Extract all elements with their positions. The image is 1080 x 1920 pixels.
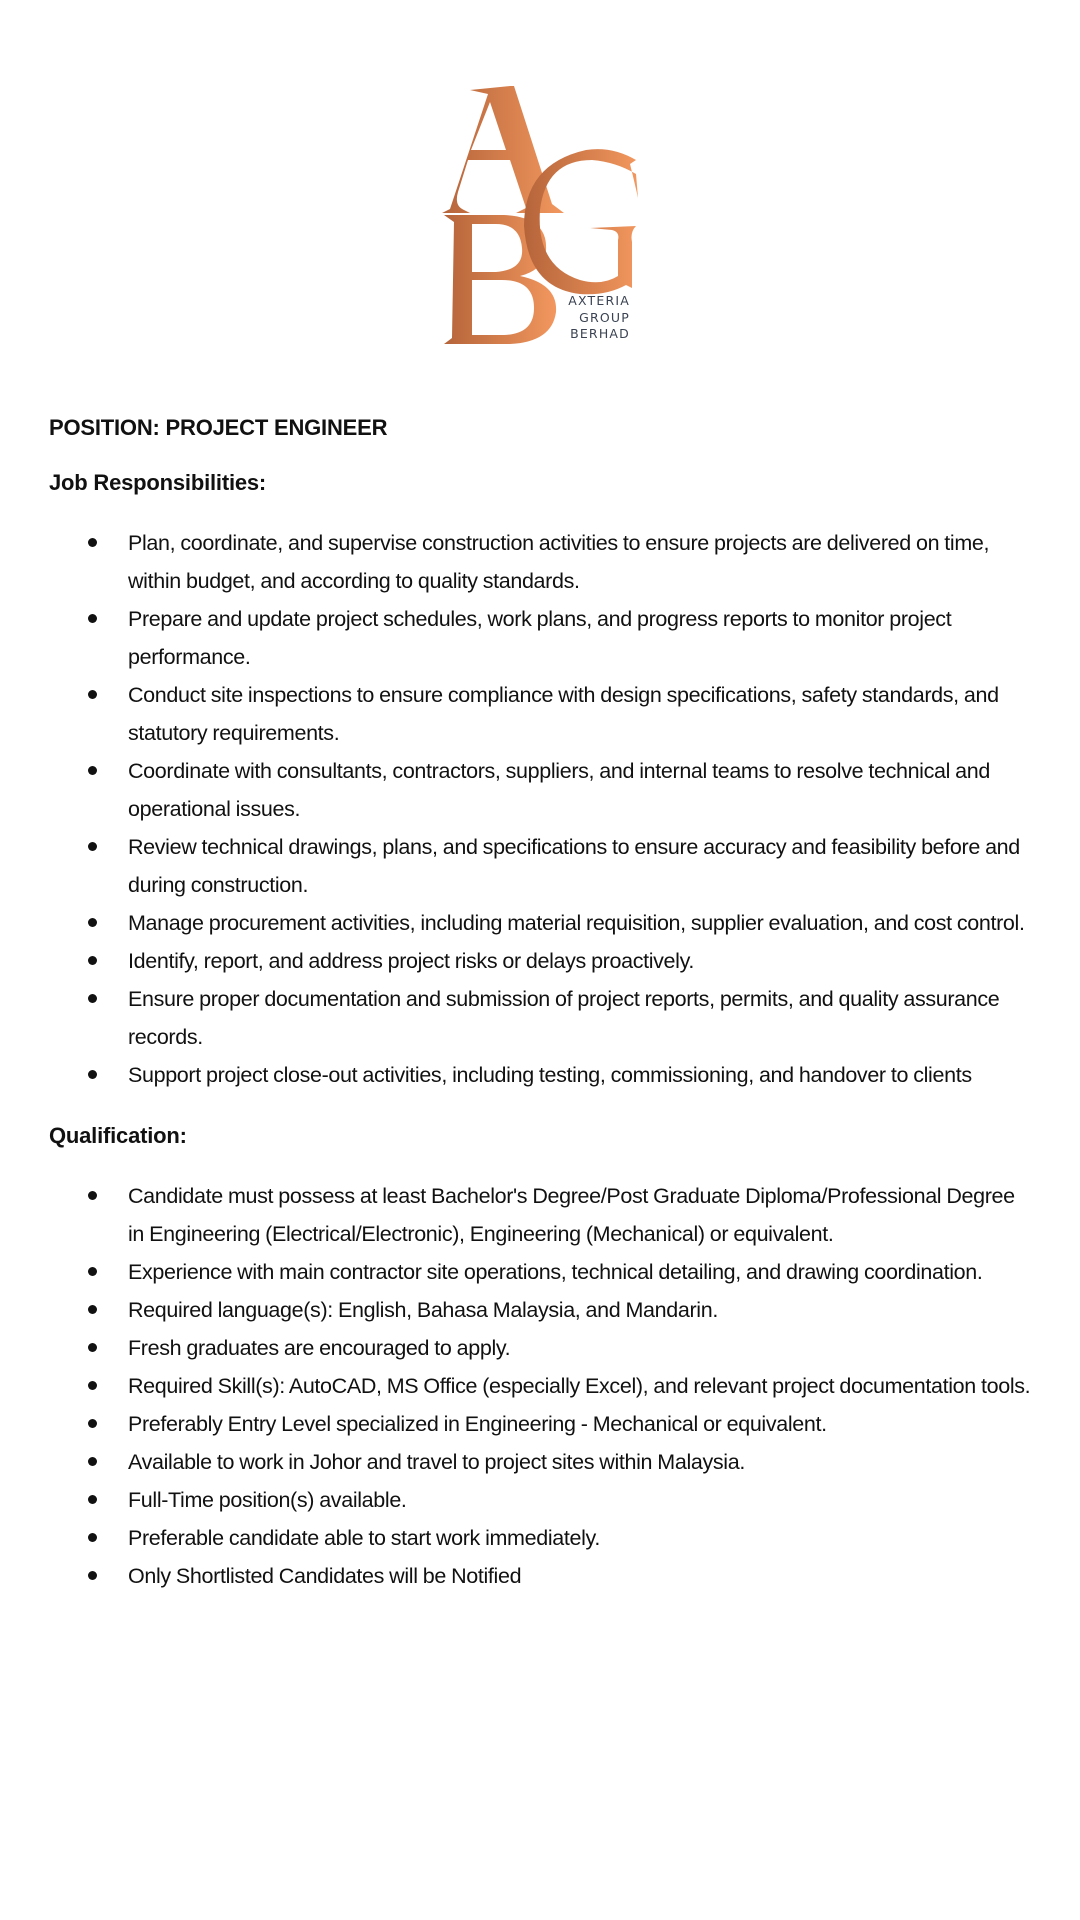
bullet-icon: [88, 538, 97, 547]
bullet-icon: [88, 1457, 97, 1466]
company-name-line-2: GROUP: [579, 309, 630, 325]
list-item: Preferably Entry Level specialized in Engineering - Mechanical or equivalent.: [49, 1405, 1039, 1443]
list-item: Identify, report, and address project risks or delays proactively.: [49, 942, 1039, 980]
list-item: Only Shortlisted Candidates will be Notified: [49, 1557, 1039, 1595]
list-item: Fresh graduates are encouraged to apply.: [49, 1329, 1039, 1367]
responsibilities-list: [49, 524, 1039, 1094]
company-name: [558, 293, 630, 343]
bullet-icon: [88, 1495, 97, 1504]
bullet-icon: [88, 766, 97, 775]
qualification-list: [49, 1177, 1039, 1595]
company-name-line-3: BERHAD: [570, 326, 630, 341]
bullet-icon: [88, 918, 97, 927]
list-item: Support project close-out activities, including testing, commissioning, and handover to clients: [49, 1056, 1039, 1094]
list-item: Full-Time position(s) available.: [49, 1481, 1039, 1519]
list-item: Conduct site inspections to ensure compliance with design specifications, safety standards, and statutory requirements.: [49, 676, 1039, 752]
responsibilities-heading: Job Responsibilities:: [49, 470, 267, 495]
list-item: Review technical drawings, plans, and specifications to ensure accuracy and feasibility before and during construction.: [49, 828, 1039, 904]
bullet-icon: [88, 956, 97, 965]
qualification-heading: Qualification:: [49, 1123, 187, 1148]
list-item: Prepare and update project schedules, work plans, and progress reports to monitor project performance.: [49, 600, 1039, 676]
bullet-icon: [88, 1191, 97, 1200]
company-name-line-1: AXTERIA: [568, 293, 630, 308]
list-item: Experience with main contractor site operations, technical detailing, and drawing coordination.: [49, 1253, 1039, 1291]
job-description: [49, 414, 1039, 1595]
bullet-icon: [88, 1381, 97, 1390]
bullet-icon: [88, 1343, 97, 1352]
list-item: Candidate must possess at least Bachelor's Degree/Post Graduate Diploma/Professional Degree in Engineering (Electrical/Electronic), Engineering (Mechanical) or equivalent.: [49, 1177, 1039, 1253]
position-title: POSITION: PROJECT ENGINEER: [49, 415, 388, 440]
bullet-icon: [88, 690, 97, 699]
bullet-icon: [88, 842, 97, 851]
bullet-icon: [88, 1419, 97, 1428]
list-item: Plan, coordinate, and supervise construction activities to ensure projects are delivered on time, within budget, and according to quality standards.: [49, 524, 1039, 600]
bullet-icon: [88, 1533, 97, 1542]
list-item: Ensure proper documentation and submission of project reports, permits, and quality assurance records.: [49, 980, 1039, 1056]
bullet-icon: [88, 1267, 97, 1276]
list-item: Coordinate with consultants, contractors, suppliers, and internal teams to resolve technical and operational issues.: [49, 752, 1039, 828]
list-item: Required language(s): English, Bahasa Malaysia, and Mandarin.: [49, 1291, 1039, 1329]
bullet-icon: [88, 1070, 97, 1079]
bullet-icon: [88, 1571, 97, 1580]
list-item: Available to work in Johor and travel to project sites within Malaysia.: [49, 1443, 1039, 1481]
bullet-icon: [88, 994, 97, 1003]
list-item: Required Skill(s): AutoCAD, MS Office (especially Excel), and relevant project documentation tools.: [49, 1367, 1039, 1405]
list-item: Manage procurement activities, including material requisition, supplier evaluation, and cost control.: [49, 904, 1039, 942]
list-item: Preferable candidate able to start work immediately.: [49, 1519, 1039, 1557]
company-logo: [440, 80, 640, 350]
bullet-icon: [88, 1305, 97, 1314]
bullet-icon: [88, 614, 97, 623]
